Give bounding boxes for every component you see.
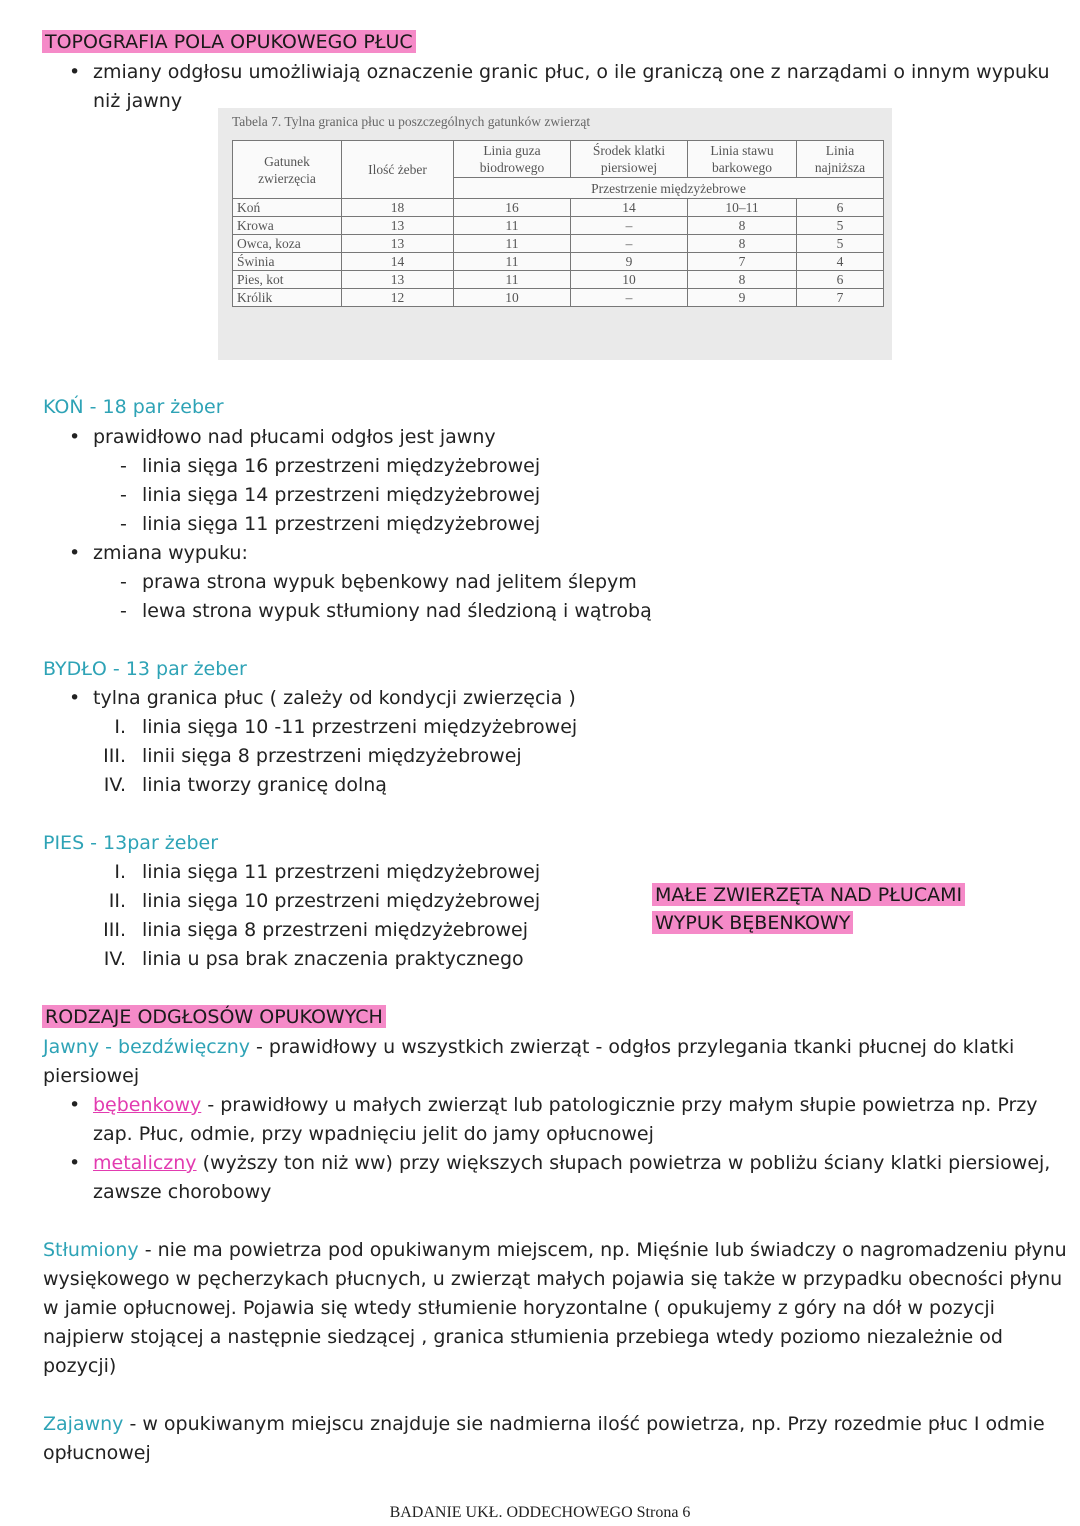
table-cell: Pies, kot (233, 271, 342, 289)
table-cell: 11 (454, 217, 571, 235)
heading-bydlo: BYDŁO - 13 par żeber (43, 658, 247, 680)
bydlo-item-1: linia sięga 10 -11 przestrzeni międzyżebrowej (142, 716, 578, 738)
kon-dash-3: - linia sięga 11 przestrzeni międzyżebrowej (142, 512, 540, 536)
table-cell: 11 (454, 235, 571, 253)
topografia-bullet-cont: niż jawny (93, 90, 183, 112)
lung-border-table (232, 140, 884, 307)
header-linia-stawu: Linia stawu barkowego (688, 141, 797, 178)
term-bebenkowy: bębenkowy (93, 1094, 202, 1116)
bydlo-numeral-1: I. (114, 716, 126, 738)
table-cell: 10 (571, 271, 688, 289)
heading-pies: PIES - 13par żeber (43, 832, 219, 854)
term-jawny: Jawny - bezdźwięczny (43, 1036, 250, 1058)
header-linia-najnizsza: Linia najniższa (797, 141, 884, 178)
zajawny-line-2: opłucnowej (43, 1442, 151, 1464)
table-cell: 9 (688, 289, 797, 307)
note-male-zwierzeta: MAŁE ZWIERZĘTA NAD PŁUCAMI (652, 883, 965, 907)
table-cell: – (571, 235, 688, 253)
header-linia-guza: Linia guza biodrowego (454, 141, 571, 178)
table-cell: 10 (454, 289, 571, 307)
table-cell: Królik (233, 289, 342, 307)
pies-item-4: linia u psa brak znaczenia praktycznego (142, 948, 524, 970)
note-wypuk-bebenkowy: WYPUK BĘBENKOWY (652, 911, 853, 935)
table-cell: 6 (797, 271, 884, 289)
metaliczny-line: • metaliczny (wyższy ton niż ww) przy większych słupach powietrza w pobliżu ściany klatki piersiowej, (93, 1151, 1050, 1175)
table-row (233, 289, 884, 307)
bydlo-numeral-3: III. (103, 745, 126, 767)
header-srodek-klatki: Środek klatki piersiowej (571, 141, 688, 178)
table-cell: 4 (797, 253, 884, 271)
table-row (233, 199, 884, 217)
table-cell: Świnia (233, 253, 342, 271)
table-cell: 14 (571, 199, 688, 217)
bydlo-numeral-4: IV. (103, 774, 126, 796)
stlumiony-line-5: pozycji) (43, 1355, 117, 1377)
table-caption: Tabela 7. Tylna granica płuc u poszczególnych gatunków zwierząt (232, 114, 591, 129)
kon-dash-2: - linia sięga 14 przestrzeni międzyżebrowej (142, 483, 540, 507)
pies-numeral-1: I. (114, 861, 126, 883)
zajawny-line-1: Zajawny - w opukiwanym miejscu znajduje sie nadmierna ilość powietrza, np. Przy rozedmie płuc I odmie (43, 1413, 1045, 1435)
table-cell: 12 (342, 289, 454, 307)
table-row (233, 253, 884, 271)
table-cell: 5 (797, 235, 884, 253)
header-przestrzenie: Przestrzenie międzyżebrowe (454, 178, 884, 199)
table-row (233, 235, 884, 253)
table-cell: 9 (571, 253, 688, 271)
bebenkowy-line: • bębenkowy - prawidłowy u małych zwierząt lub patologicznie przy małym słupie powietrza np. Przy (93, 1093, 1038, 1117)
pies-numeral-3: III. (103, 919, 126, 941)
pies-numeral-4: IV. (103, 948, 126, 970)
kon-dash-4: - prawa strona wypuk bębenkowy nad jelitem ślepym (142, 570, 637, 594)
table-cell: 11 (454, 271, 571, 289)
table-cell: 8 (688, 271, 797, 289)
table-cell: 8 (688, 235, 797, 253)
table-cell: 11 (454, 253, 571, 271)
term-zajawny: Zajawny (43, 1413, 124, 1435)
table-cell: 13 (342, 271, 454, 289)
table-cell: – (571, 289, 688, 307)
table-cell: – (571, 217, 688, 235)
term-metaliczny: metaliczny (93, 1152, 197, 1174)
term-stlumiony: Stłumiony (43, 1239, 139, 1261)
table-figure (218, 108, 892, 360)
topografia-bullet: • zmiany odgłosu umożliwiają oznaczenie granic płuc, o ile graniczą one z narządami o innym wypuku (93, 60, 1050, 84)
table-cell: 7 (797, 289, 884, 307)
stlumiony-line-3: w jamie opłucnowej. Pojawia się wtedy stłumienie horyzontalne ( opukujemy z góry na dół w pozycji (43, 1297, 995, 1319)
table-cell: 18 (342, 199, 454, 217)
bydlo-item-4: linia tworzy granicę dolną (142, 774, 387, 796)
table-cell: 10–11 (688, 199, 797, 217)
bydlo-item-3: linii sięga 8 przestrzeni międzyżebrowej (142, 745, 522, 767)
table-cell: Koń (233, 199, 342, 217)
table-cell: Krowa (233, 217, 342, 235)
table-cell: 13 (342, 235, 454, 253)
pies-item-3: linia sięga 8 przestrzeni międzyżebrowej (142, 919, 529, 941)
table-cell: 6 (797, 199, 884, 217)
heading-kon: KOŃ - 18 par żeber (43, 396, 224, 418)
table-cell: 7 (688, 253, 797, 271)
page-footer: BADANIE UKŁ. ODDECHOWEGO Strona 6 (389, 1504, 691, 1521)
kon-bullet-2: • zmiana wypuku: (93, 541, 248, 565)
table-cell: 8 (688, 217, 797, 235)
table-cell: Owca, koza (233, 235, 342, 253)
jawny-line-2: piersiowej (43, 1065, 140, 1087)
bebenkowy-line-2: zap. Płuc, odmie, przy wpadnięciu jelit do jamy opłucnowej (93, 1123, 654, 1145)
kon-dash-1: - linia sięga 16 przestrzeni międzyżebrowej (142, 454, 540, 478)
stlumiony-line-1: Stłumiony - nie ma powietrza pod opukiwanym miejscem, np. Mięśnie lub świadczy o nagromadzeniu płynu (43, 1239, 1067, 1261)
stlumiony-line-4: najpierw stojącej a następnie siedzącej , granica stłumienia przebiega wtedy poziomo niezależnie od (43, 1326, 1003, 1348)
table-cell: 16 (454, 199, 571, 217)
pies-item-1: linia sięga 11 przestrzeni międzyżebrowej (142, 861, 541, 883)
stlumiony-line-2: wysiękowego w pęcherzykach płucnych, u zwierząt małych pojawia się także w przypadku obecności płynu (43, 1268, 1063, 1290)
table-cell: 5 (797, 217, 884, 235)
table-row (233, 217, 884, 235)
header-gatunek: Gatunek zwierzęcia (233, 141, 342, 199)
pies-numeral-2: II. (108, 890, 126, 912)
kon-bullet-1: • prawidłowo nad płucami odgłos jest jawny (93, 425, 496, 449)
table-cell: 13 (342, 217, 454, 235)
bydlo-bullet: • tylna granica płuc ( zależy od kondycji zwierzęcia ) (93, 686, 576, 710)
table-cell: 14 (342, 253, 454, 271)
kon-dash-5: - lewa strona wypuk stłumiony nad śledzioną i wątrobą (142, 599, 652, 623)
section-heading-rodzaje: RODZAJE ODGŁOSÓW OPUKOWYCH (42, 1005, 386, 1029)
jawny-line: Jawny - bezdźwięczny - prawidłowy u wszystkich zwierząt - odgłos przylegania tkanki płucnej do klatki (43, 1036, 1015, 1058)
section-heading-topografia: TOPOGRAFIA POLA OPUKOWEGO PŁUC (42, 30, 416, 54)
pies-item-2: linia sięga 10 przestrzeni międzyżebrowej (142, 890, 541, 912)
table-row (233, 271, 884, 289)
header-ilosc-zeber: Ilość żeber (342, 141, 454, 199)
metaliczny-line-2: zawsze chorobowy (93, 1181, 272, 1203)
